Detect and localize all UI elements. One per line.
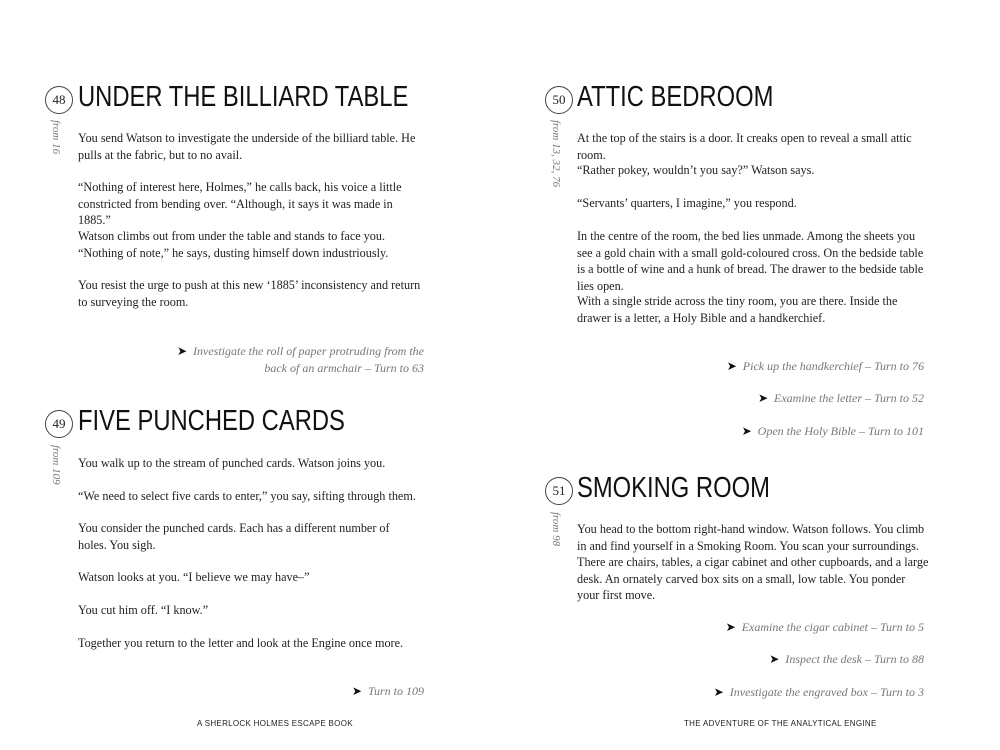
paragraph: You walk up to the stream of punched cards. Watson joins you. xyxy=(78,456,386,470)
section-from-51: from 98 xyxy=(550,512,562,547)
arrow-right-icon: ➤ xyxy=(741,424,752,438)
paragraph: You resist the urge to push at this new ‘1885’ inconsistency and return to surveying the room. xyxy=(78,278,421,309)
paragraph: Watson looks at you. “I believe we may have–” xyxy=(78,570,310,584)
choice-text: Examine the letter – Turn to 52 xyxy=(774,391,924,405)
section-number-49: 49 xyxy=(45,410,73,438)
arrow-right-icon: ➤ xyxy=(757,391,769,405)
paragraph: In the centre of the room, the bed lies unmade. Among the sheets you see a gold chain with a small gold-coloured cross. On the bedside table is a bottle of wine and a hunk of bread. The drawer to the bedside table lies open. xyxy=(577,229,924,293)
right-page xyxy=(500,0,1000,750)
choice-turn-to-76[interactable] xyxy=(650,358,924,375)
paragraph: You consider the punched cards. Each has a different number of holes. You sigh. xyxy=(78,521,390,552)
choice-text: Open the Holy Bible – Turn to 101 xyxy=(757,424,924,438)
choice-text: Turn to 109 xyxy=(367,684,424,698)
section-from-48: from 16 xyxy=(50,120,62,155)
arrow-right-icon: ➤ xyxy=(725,620,736,634)
section-number-48: 48 xyxy=(45,86,73,114)
section-from-50: from 13, 32, 76 xyxy=(550,120,562,188)
arrow-right-icon: ➤ xyxy=(726,359,737,373)
paragraph: “Nothing of interest here, Holmes,” he calls back, his voice a little constricted from bending over. “Although, it says it was made in 1885.” xyxy=(78,180,402,227)
paragraph: “We need to select five cards to enter,” you say, sifting through them. xyxy=(78,489,416,503)
paragraph: “Rather pokey, wouldn’t you say?” Watson says. xyxy=(577,163,815,177)
paragraph: Together you return to the letter and look at the Engine once more. xyxy=(78,636,404,650)
choice-text: Investigate the engraved box – Turn to 3 xyxy=(729,685,924,699)
paragraph: You cut him off. “I know.” xyxy=(78,603,209,617)
section-title-51: SMOKING ROOM xyxy=(577,472,770,504)
choice-turn-to-101[interactable] xyxy=(650,423,924,440)
section-number-50: 50 xyxy=(545,86,573,114)
paragraph: Watson climbs out from under the table and stands to face you. “Nothing of note,” he says, dusting himself down industriously. xyxy=(78,229,389,260)
choice-turn-to-52[interactable] xyxy=(650,390,924,407)
choice-turn-to-88[interactable] xyxy=(650,651,924,668)
choice-turn-to-3[interactable] xyxy=(650,684,924,701)
choice-text: Examine the cigar cabinet – Turn to 5 xyxy=(741,620,924,634)
choice-text: Inspect the desk – Turn to 88 xyxy=(785,652,924,666)
choice-text: Pick up the handkerchief – Turn to 76 xyxy=(742,359,924,373)
paragraph: With a single stride across the tiny room, you are there. Inside the drawer is a letter, a Holy Bible and a handkerchief. xyxy=(577,294,898,325)
choice-turn-to-5[interactable] xyxy=(650,619,924,636)
choice-turn-to-63[interactable] xyxy=(150,343,424,376)
paragraph: At the top of the stairs is a door. It creaks open to reveal a small attic room. xyxy=(577,131,912,162)
section-title-50: ATTIC BEDROOM xyxy=(577,81,774,113)
arrow-right-icon: ➤ xyxy=(713,685,724,699)
arrow-right-icon: ➤ xyxy=(176,344,188,358)
section-number-51: 51 xyxy=(545,477,573,505)
arrow-right-icon: ➤ xyxy=(351,684,362,698)
choice-turn-to-109[interactable] xyxy=(250,683,424,700)
section-title-49: FIVE PUNCHED CARDS xyxy=(78,405,345,437)
paragraph: You send Watson to investigate the underside of the billiard table. He pulls at the fabric, but to no avail. xyxy=(78,131,416,162)
arrow-right-icon: ➤ xyxy=(769,652,780,666)
section-from-49: from 109 xyxy=(50,445,62,485)
choice-text: Investigate the roll of paper protruding from the xyxy=(193,344,424,358)
footer-book-series: A SHERLOCK HOLMES ESCAPE BOOK xyxy=(197,719,353,728)
choice-text: back of an armchair – Turn to 63 xyxy=(264,360,424,375)
paragraph: You head to the bottom right-hand window. Watson follows. You climb in and find yourself in a Smoking Room. You scan your surroundings. There are chairs, tables, a cigar cabinet and other cupboards, and a large desk. An ornately carved box sits on a small, low table. You ponder your first move. xyxy=(577,522,929,602)
footer-book-title: THE ADVENTURE OF THE ANALYTICAL ENGINE xyxy=(684,719,877,728)
section-title-48: UNDER THE BILLIARD TABLE xyxy=(78,81,409,113)
paragraph: “Servants’ quarters, I imagine,” you respond. xyxy=(577,196,797,210)
